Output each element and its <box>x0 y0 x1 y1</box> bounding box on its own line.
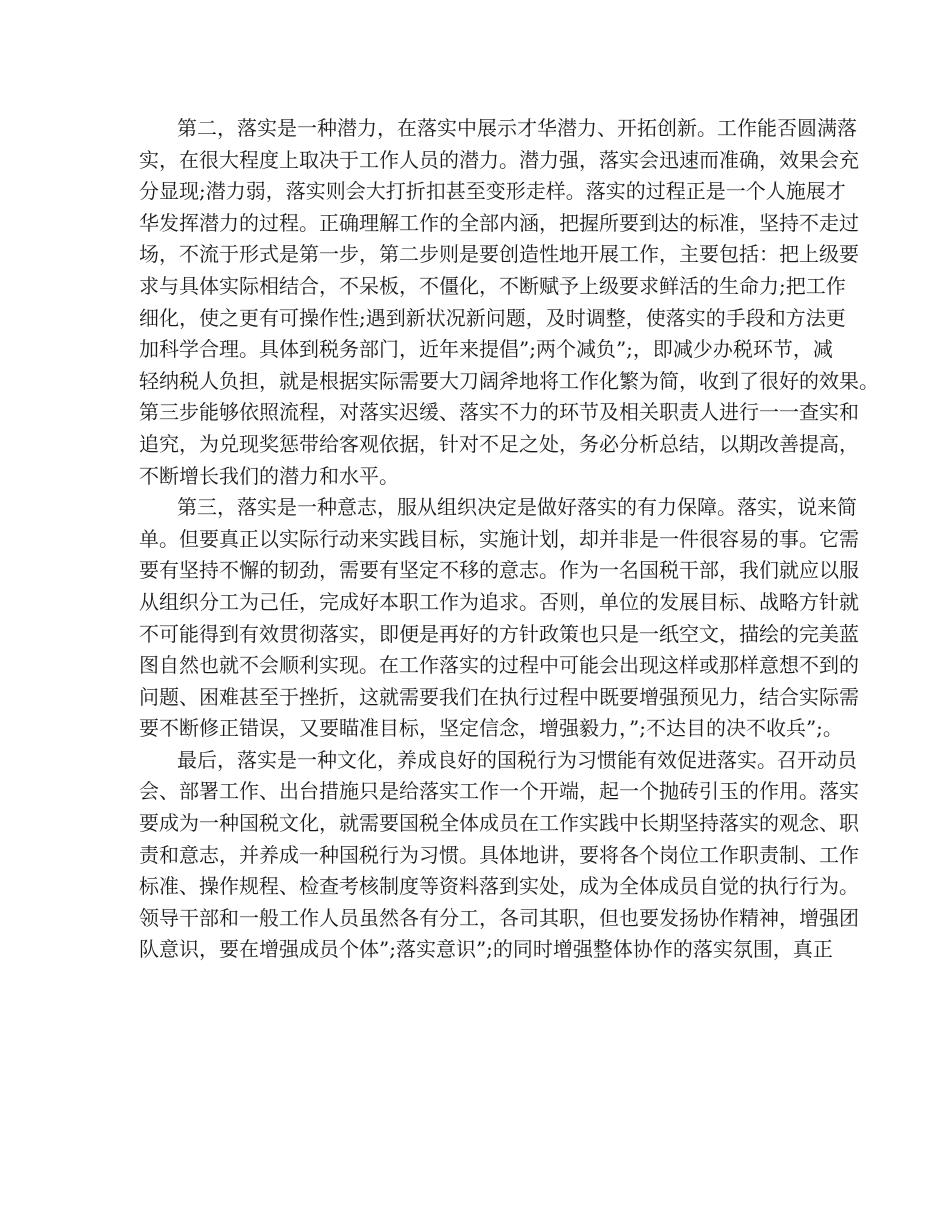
text-line: 最后，落实是一种文化，养成良好的国税行为习惯能有效促进落实。召开动员 <box>177 747 857 772</box>
text-line: 第二，落实是一种潜力，在落实中展示才华潜力、开拓创新。工作能否圆满落 <box>177 116 857 140</box>
text-line: 分显现;潜力弱，落实则会大打折扣甚至变形走样。落实的过程正是一个人施展才 <box>139 179 846 204</box>
text-line: 轻纳税人负担，就是根据实际需要大刀阔斧地将工作化繁为简，收到了很好的效果。 <box>139 368 879 393</box>
text-line: 从组织分工为己任，完成好本职工作为追求。否则，单位的发展目标、战略方针就 <box>139 589 859 614</box>
text-line: 图自然也就不会顺利实现。在工作落实的过程中可能会出现这样或那样意想不到的 <box>139 653 859 678</box>
text-line: 细化，使之更有可操作性;遇到新状况新问题，及时调整，使落实的手段和方法更 <box>139 305 846 330</box>
text-line: 场，不流于形式是第一步，第二步则是要创造性地开展工作，主要包括：把上级要 <box>139 242 859 267</box>
text-line: 求与具体实际相结合，不呆板，不僵化，不断赋予上级要求鲜活的生命力;把工作 <box>139 273 846 298</box>
text-line: 第三，落实是一种意志，服从组织决定是做好落实的有力保障。落实，说来简 <box>177 495 857 520</box>
paragraph-third <box>139 492 859 745</box>
text-line: 第三步能够依照流程，对落实迟缓、落实不力的环节及相关职责人进行一一查实和 <box>139 400 859 425</box>
text-line: 要有坚持不懈的韧劲，需要有坚定不移的意志。作为一名国税干部，我们就应以服 <box>139 558 859 583</box>
paragraph-second <box>139 113 879 492</box>
text-line: 华发挥潜力的过程。正确理解工作的全部内涵，把握所要到达的标准，坚持不走过 <box>139 210 859 235</box>
document-body <box>139 113 879 966</box>
text-line: 要不断修正错误，又要瞄准目标，坚定信念，增强毅力，”;不达目的决不收兵”;。 <box>139 716 843 741</box>
text-line: 问题、困难甚至于挫折，这就需要我们在执行过程中既要增强预见力，结合实际需 <box>139 684 859 709</box>
text-line: 会、部署工作、出台措施只是给落实工作一个开端，起一个抛砖引玉的作用。落实 <box>139 779 859 804</box>
text-line: 责和意志，并养成一种国税行为习惯。具体地讲，要将各个岗位工作职责制、工作 <box>139 842 859 867</box>
text-line: 加科学合理。具体到税务部门，近年来提倡”;两个减负”;，即减少办税环节，减 <box>139 337 833 362</box>
text-line: 实，在很大程度上取决于工作人员的潜力。潜力强，落实会迅速而准确，效果会充 <box>139 147 859 172</box>
text-line: 不可能得到有效贯彻落实，即便是再好的方针政策也只是一纸空文，描绘的完美蓝 <box>139 621 859 646</box>
text-line: 要成为一种国税文化，就需要国税全体成员在工作实践中长期坚持落实的观念、职 <box>139 811 859 836</box>
paragraph-finally <box>139 745 859 966</box>
text-line: 不断增长我们的潜力和水平。 <box>139 463 399 488</box>
text-line: 队意识，要在增强成员个体”;落实意识”;的同时增强整体协作的落实氛围，真正 <box>139 937 833 962</box>
text-line: 单。但要真正以实际行动来实践目标，实施计划，却并非是一件很容易的事。它需 <box>139 526 859 551</box>
text-line: 追究，为兑现奖惩带给客观依据，针对不足之处，务必分析总结，以期改善提高， <box>139 431 859 456</box>
text-line: 标准、操作规程、检查考核制度等资料落到实处，成为全体成员自觉的执行行为。 <box>139 874 859 899</box>
text-line: 领导干部和一般工作人员虽然各有分工，各司其职，但也要发扬协作精神，增强团 <box>139 905 859 930</box>
